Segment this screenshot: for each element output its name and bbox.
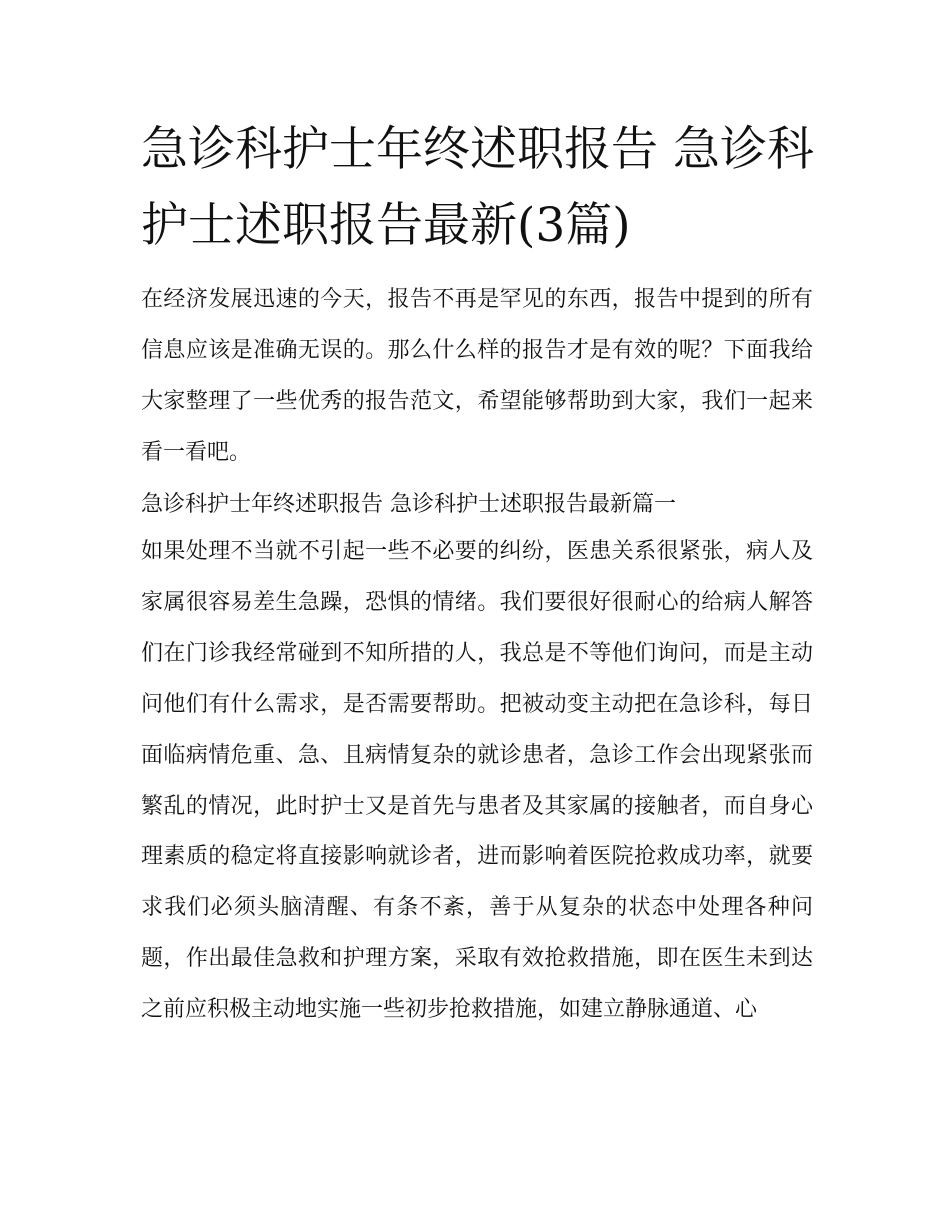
body-paragraph: 如果处理不当就不引起一些不必要的纠纷，医患关系很紧张，病人及家属很容易差生急躁，恐惧的情绪。我们要很好很耐心的给病人解答们在门诊我经常碰到不知所措的人，我总是不等他们询问，而是主动问他们有什么需求，是否需要帮助。把被动变主动把在急诊科，每日面临病情危重、急、且病情复杂的就诊患者，急诊工作会出现紧张而繁乱的情况，此时护士又是首先与患者及其家属的接触者，而自身心理素质的稳定将直接影响就诊者，进而影响着医院抢救成功率，就要求我们必须头脑清醒、有条不紊，善于从复杂的状态中处理各种问题，作出最佳急救和护理方案，采取有效抢救措施，即在医生未到达之前应积极主动地实施一些初步抢救措施，如建立静脉通道、心 [141, 539, 813, 1023]
document-title: 急诊科护士年终述职报告 急诊科护士述职报告最新(3篇) [141, 122, 814, 253]
intro-paragraph: 在经济发展迅速的今天，报告不再是罕见的东西，报告中提到的所有信息应该是准确无误的。那么什么样的报告才是有效的呢？下面我给大家整理了一些优秀的报告范文，希望能够帮助到大家，我们一起来看一看吧。 [141, 287, 813, 465]
section-heading: 急诊科护士年终述职报告 急诊科护士述职报告最新篇一 [141, 492, 676, 517]
